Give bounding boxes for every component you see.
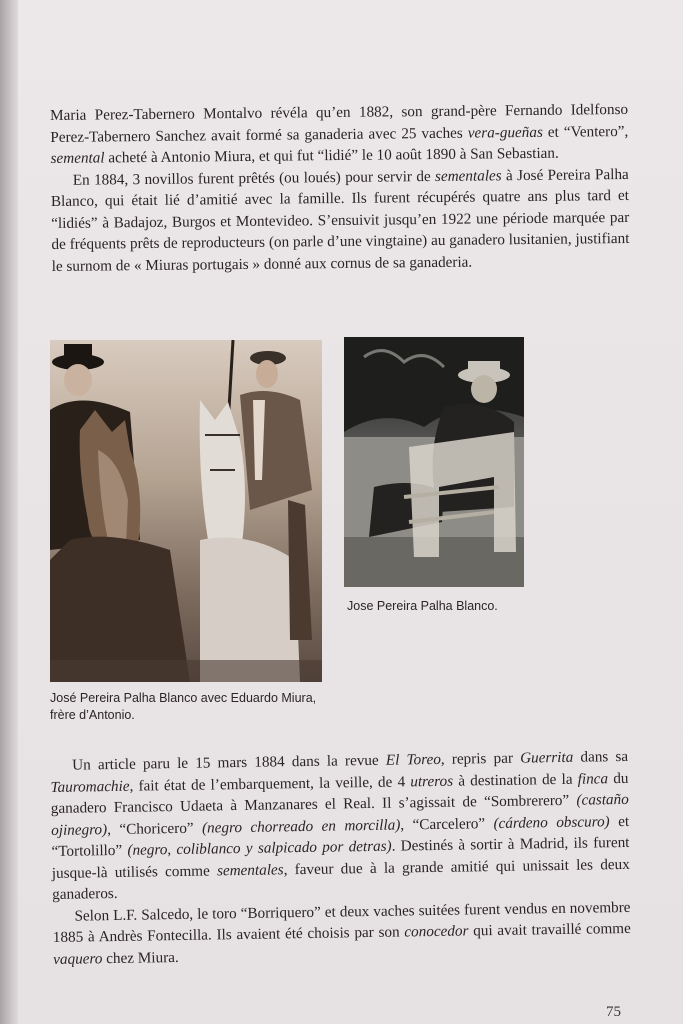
text-run: , “Carcelero” xyxy=(400,814,494,834)
text-run: , fait état de l’embarquement, la veille, de 4 xyxy=(129,772,411,795)
text-run: , faveur due à la grande amitié qui unissait les deux ganaderos. xyxy=(52,855,630,903)
italic-text: sementales xyxy=(434,166,502,185)
text-run: dans sa xyxy=(573,747,629,766)
paragraph-4 xyxy=(52,896,631,970)
body-text-top xyxy=(50,99,630,277)
italic-text: sementales xyxy=(216,860,284,879)
text-run: qui avait travaillé comme xyxy=(468,919,631,940)
facing-page-edge xyxy=(0,0,20,1024)
italic-text: finca xyxy=(577,769,609,788)
text-run: , repris par xyxy=(440,749,521,768)
text-run: acheté à Antonio Miura, et qui fut “lidié” le 10 août 1890 à San Sebastian. xyxy=(104,144,559,167)
italic-text: Guerrita xyxy=(519,748,574,767)
italic-text: (cárdeno obscuro) xyxy=(493,812,610,832)
page-number: 75 xyxy=(606,1004,621,1020)
italic-text: Tauromachie xyxy=(50,777,130,796)
italic-text: utreros xyxy=(410,772,454,790)
text-run: Selon L.F. Salcedo, le toro “Borriquero” et deux vaches suitées furent vendus en novembre 1885 à Andrès Fontecilla. Ils avaient été choisis par son xyxy=(52,898,631,946)
italic-text: El Toreo xyxy=(385,750,441,769)
text-run: En 1884, 3 novillos furent prêtés (ou loués) pour servir de xyxy=(72,167,436,189)
text-run: chez Miura. xyxy=(102,948,179,967)
paragraph-1 xyxy=(50,99,629,170)
paragraph-3 xyxy=(50,746,630,906)
text-run: Maria Perez-Tabernero Montalvo révéla qu’en 1882, son grand-père Fernando Idelfonso Perez-Tabernero Sanchez avait formé sa ganaderia avec 25 vaches xyxy=(50,100,629,146)
paragraph-2 xyxy=(51,163,630,277)
italic-text: (negro, coliblanco y salpicado por detras) xyxy=(127,837,392,859)
text-run: , “Choricero” xyxy=(107,819,203,838)
text-run: à José Pereira Palha Blanco, qui était lié d’amitié avec la famille. Ils furent récupérés quatre ans plus tard et “lidiés” à Badajoz, Burgos et Montevideo. S’ensuivit jusqu’en 1922 une période marquée par de fréquents prêts de reproducteurs (on parle d’une vingtaine) au ganadero lusitanien, justifiant le surnom de « Miuras portugais » donné aux cornus de sa ganaderia. xyxy=(50,165,630,275)
text-run: et “Ventero”, xyxy=(542,122,629,141)
text-run: à destination de la xyxy=(452,770,578,790)
photo-caption-right: Jose Pereira Palha Blanco. xyxy=(347,599,498,613)
photo-caption-left: José Pereira Palha Blanco avec Eduardo Miura, frère d’Antonio. xyxy=(50,691,317,722)
photo-riders-on-horses xyxy=(50,340,322,682)
italic-text: semental xyxy=(50,149,105,167)
text-run: et “Tortolillo” xyxy=(51,812,630,860)
body-text-bottom xyxy=(50,746,631,970)
italic-text: (castaño ojinegro) xyxy=(51,790,629,839)
italic-text: vera-gueñas xyxy=(467,123,543,142)
text-run: du ganadero Francisco Udaeta à Manzanares el Real. Il s’agissait de “Sombrerero” xyxy=(50,769,629,817)
italic-text: vaquero xyxy=(53,949,103,968)
text-run: . Destinés à sortir à Madrid, ils furent jusque-là utilisés comme xyxy=(51,833,630,882)
photo-man-seated-on-bench xyxy=(344,337,524,587)
italic-text: (negro chorreado en morcilla) xyxy=(201,816,401,837)
italic-text: conocedor xyxy=(404,922,469,941)
text-run: Un article paru le 15 mars 1884 dans la revue xyxy=(72,751,386,774)
